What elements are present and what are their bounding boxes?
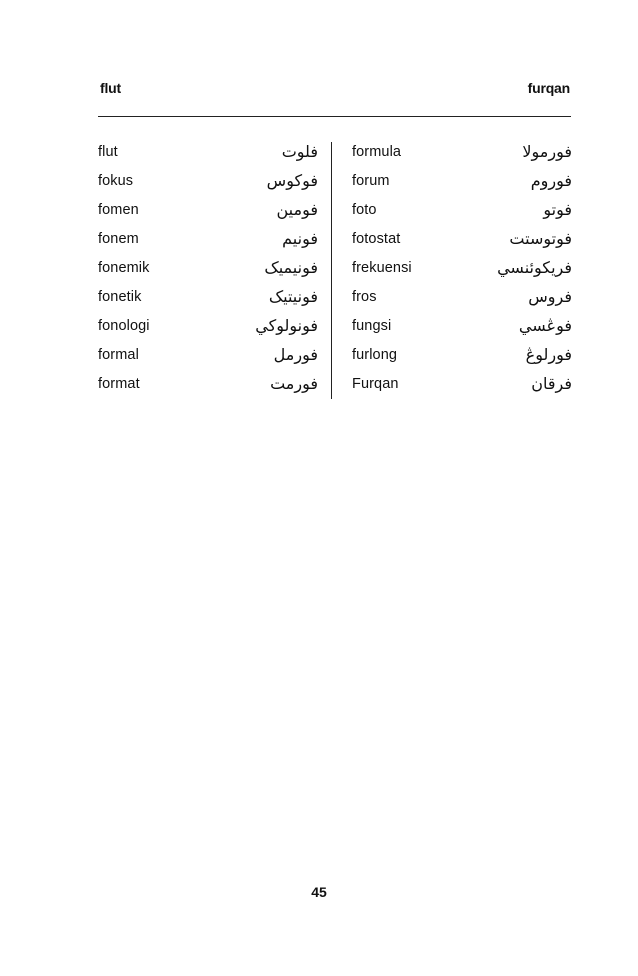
dictionary-entry xyxy=(352,143,572,172)
entry-latin: fonologi xyxy=(98,318,150,334)
dictionary-entry xyxy=(98,317,318,346)
entry-jawi: فونولوكي xyxy=(255,316,318,335)
entry-latin: fonetik xyxy=(98,289,142,305)
entry-latin: furlong xyxy=(352,347,398,363)
entry-latin: Furqan xyxy=(352,376,399,392)
dictionary-entry xyxy=(98,346,318,375)
entry-jawi: فروس xyxy=(528,287,572,306)
dictionary-entry xyxy=(352,346,572,375)
dictionary-entry xyxy=(98,375,318,404)
guide-word-right: furqan xyxy=(527,80,570,96)
entry-jawi: فونيتيک xyxy=(268,287,318,306)
entry-latin: frekuensi xyxy=(352,260,412,276)
entry-column-right xyxy=(352,143,572,404)
entry-latin: formula xyxy=(352,144,402,160)
entry-jawi: فوتوستت xyxy=(509,229,572,248)
entry-jawi: فورلوڠ xyxy=(525,345,572,364)
header-divider xyxy=(98,116,571,117)
entry-latin: foto xyxy=(352,202,377,218)
entry-jawi: فومين xyxy=(276,200,318,219)
entry-latin: forum xyxy=(352,173,390,189)
entry-jawi: فونيم xyxy=(282,229,318,248)
entry-latin: flut xyxy=(98,144,118,160)
guide-word-left: flut xyxy=(100,80,121,96)
entry-jawi: فوروم xyxy=(530,171,572,190)
entry-jawi: فرقان xyxy=(531,374,572,393)
dictionary-entry xyxy=(352,317,572,346)
dictionary-entry xyxy=(352,230,572,259)
dictionary-entry xyxy=(98,230,318,259)
entry-latin: format xyxy=(98,376,140,392)
entry-jawi: فونيميک xyxy=(264,258,318,277)
dictionary-entry xyxy=(98,288,318,317)
entry-latin: fonemik xyxy=(98,260,150,276)
dictionary-entry xyxy=(98,143,318,172)
dictionary-entry xyxy=(352,375,572,404)
entry-jawi: فلوت xyxy=(281,142,318,161)
entry-latin: fros xyxy=(352,289,377,305)
entry-latin: fonem xyxy=(98,231,139,247)
entry-latin: fomen xyxy=(98,202,139,218)
entry-jawi: فورمل xyxy=(273,345,318,364)
dictionary-entry xyxy=(352,201,572,230)
entry-latin: fungsi xyxy=(352,318,392,334)
entry-latin: formal xyxy=(98,347,139,363)
dictionary-entry xyxy=(352,259,572,288)
entry-jawi: فورمت xyxy=(270,374,318,393)
entry-latin: fotostat xyxy=(352,231,401,247)
dictionary-entry xyxy=(98,201,318,230)
column-divider xyxy=(331,142,332,399)
entry-column-left xyxy=(98,143,318,404)
dictionary-entry xyxy=(352,172,572,201)
entry-jawi: فوتو xyxy=(543,200,572,219)
entry-jawi: فوكوس xyxy=(266,171,318,190)
entry-jawi: فورمولا xyxy=(522,142,572,161)
entry-jawi: فريكوئنسي xyxy=(497,258,572,277)
dictionary-entry xyxy=(98,172,318,201)
dictionary-entry xyxy=(98,259,318,288)
entry-jawi: فوڠسي xyxy=(518,316,572,335)
entry-latin: fokus xyxy=(98,173,134,189)
dictionary-entry xyxy=(352,288,572,317)
page-number: 45 xyxy=(311,884,327,900)
